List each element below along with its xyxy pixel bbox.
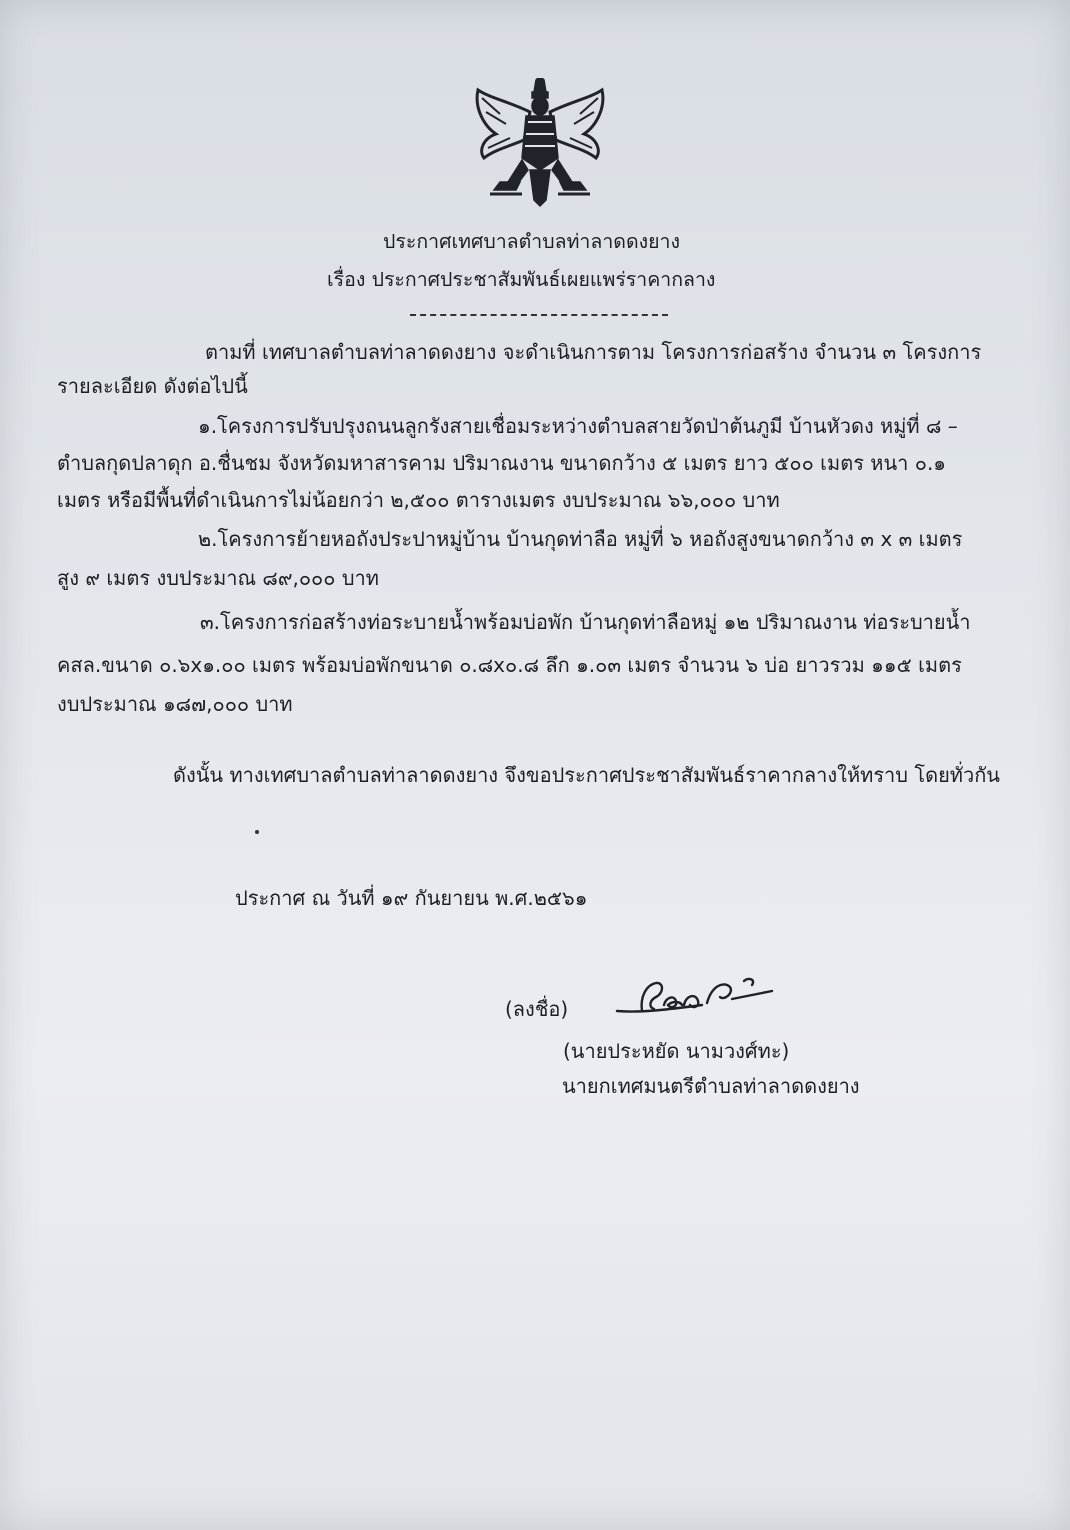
ink-dot [255, 830, 259, 834]
signatory-position: นายกเทศมนตรีตำบลท่าลาดดงยาง [562, 1074, 860, 1098]
project-2-line-1: ๒.โครงการย้ายหอถังประปาหมู่บ้าน บ้านกุดท่าลือ หมู่ที่ ๖ หอถังสูงขนาดกว้าง ๓ x ๓ เมตร [198, 527, 963, 551]
signatory-name: (นายประหยัด นามวงศ์ทะ) [563, 1039, 790, 1063]
project-1-line-1: ๑.โครงการปรับปรุงถนนลูกรังสายเชื่อมระหว่างตำบลสายวัดป่าต้นภูมี บ้านหัวดง หมู่ที่ ๘ – [198, 414, 958, 438]
project-3-line-2: คสล.ขนาด ๐.๖x๑.๐๐ เมตร พร้อมบ่อพักขนาด ๐.๘x๐.๘ ลึก ๑.๐๓ เมตร จำนวน ๖ บ่อ ยาวรวม ๑๑๕ เมตร [57, 653, 962, 677]
intro-paragraph-line-1: ตามที่ เทศบาลตำบลท่าลาดดงยาง จะดำเนินการตาม โครงการก่อสร้าง จำนวน ๓ โครงการ [205, 340, 982, 364]
garuda-emblem-icon [470, 78, 610, 208]
project-1-line-3: เมตร หรือมีพื้นที่ดำเนินการไม่น้อยกว่า ๒,๕๐๐ ตารางเมตร งบประมาณ ๖๖,๐๐๐ บาท [57, 488, 780, 512]
project-3-line-3: งบประมาณ ๑๘๗,๐๐๐ บาท [57, 692, 293, 716]
document-subject: เรื่อง ประกาศประชาสัมพันธ์เผยแพร่ราคากลาง [327, 268, 716, 291]
project-1-line-2: ตำบลกุดปลาดุก อ.ชื่นชม จังหวัดมหาสารคาม ปริมาณงาน ขนาดกว้าง ๕ เมตร ยาว ๕๐๐ เมตร หนา ๐.๑ [57, 451, 946, 475]
handwritten-signature [612, 975, 777, 1025]
closing-paragraph: ดังนั้น ทางเทศบาลตำบลท่าลาดดงยาง จึงขอประกาศประชาสัมพันธ์ราคากลางให้ทราบ โดยทั่วกัน [173, 763, 1000, 787]
project-3-line-1: ๓.โครงการก่อสร้างท่อระบายน้ำพร้อมบ่อพัก บ้านกุดท่าลือหมู่ ๑๒ ปริมาณงาน ท่อระบายน้ำ [200, 610, 971, 634]
announcement-date: ประกาศ ณ วันที่ ๑๙ กันยายน พ.ศ.๒๕๖๑ [235, 886, 588, 910]
project-2-line-2: สูง ๙ เมตร งบประมาณ ๘๙,๐๐๐ บาท [57, 566, 379, 590]
title-separator [410, 314, 668, 316]
document-title: ประกาศเทศบาลตำบลท่าลาดดงยาง [383, 230, 681, 253]
intro-paragraph-line-2: รายละเอียด ดังต่อไปนี้ [57, 374, 248, 398]
signature-label: (ลงชื่อ) [505, 997, 569, 1021]
